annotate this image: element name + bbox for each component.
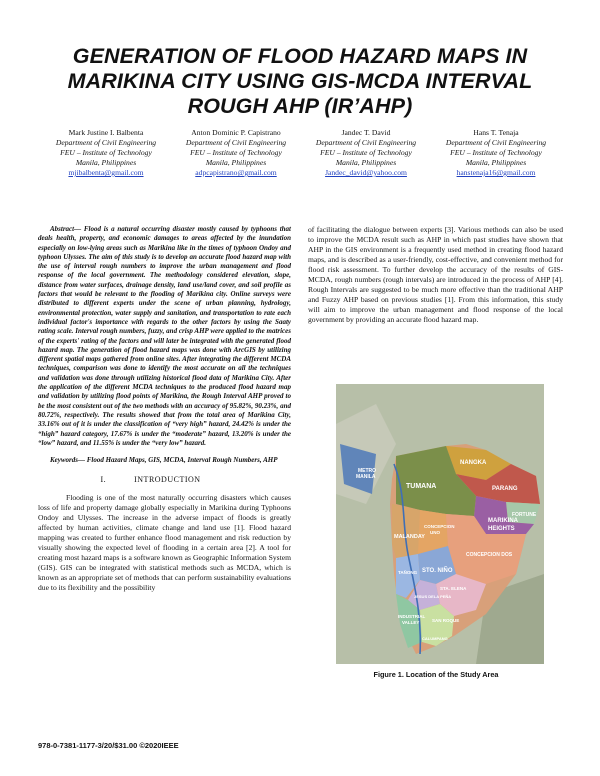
svg-text:TUMANA: TUMANA bbox=[406, 483, 437, 490]
author-block bbox=[42, 128, 560, 178]
author-institution: FEU – Institute of Technology bbox=[450, 148, 542, 157]
author-name: Jandec T. David bbox=[341, 128, 391, 137]
svg-text:STA. ELENA: STA. ELENA bbox=[440, 586, 467, 591]
figure-caption: Figure 1. Location of the Study Area bbox=[373, 670, 499, 679]
author-4 bbox=[432, 128, 560, 178]
svg-text:CONCEPCION: CONCEPCION bbox=[424, 524, 455, 529]
author-email-link[interactable]: mjibalbenta@gmail.com bbox=[68, 168, 144, 177]
svg-text:UNO: UNO bbox=[430, 530, 440, 535]
author-2 bbox=[172, 128, 300, 178]
svg-text:FORTUNE: FORTUNE bbox=[512, 512, 537, 518]
intro-paragraph: Flooding is one of the most naturally occurring disasters which causes loss of life and property damage globally especially in Marikina during Typhoons Ondoy and Ulysses. The increase in the adverse impact of floods is greatly affected by human activities, climate change and land use [1]. Flood hazard mapping was created to further enhance flood management and risk reduction by visually showing the expected level of flooding in a certain area [2]. A tool for creating most hazard maps is a software known as Geographic Information System (GIS). GIS can be integrated with statistical methods such as MCDA, which is known as an appropriate set of methods that can perform sustainability evaluations due to its flexibility and the possibility bbox=[38, 493, 291, 593]
abstract: Abstract— Flood is a natural occurring disaster mostly caused by typhoons that deals health, property, and economic damages to areas affected by the inundation especially on low-lying areas such as Marikina like in the times of typhoon Ondoy and typhoon Ulysses. The aim of this study is to develop an accurate flood hazard map with the use of interval rough numbers to improve the urban management and flood response of the local government. The methodology considered elevation, slope, distance from water surfaces, drainage density, land use/land cover, and soil profile as factors that would be relevant to the flooding of Marikina city. Online surveys were distributed to different experts under the scene of urban planning, hydrology, environmental protection, water supply and sanitation, and transportation to rate each individual factor's importance with regards to the other factors by using the Saaty rating scale. Interval rough numbers, fuzzy, and crisp AHP were applied to the matrices of the experts' rating of the factors and will later be integrated with the generated flood hazard map. The generation of flood hazard maps was done with ArcGIS by utilizing different spatial maps gathered from online sites. After integrating the different MCDA techniques, comparison was done to identify the most accurate on all the techniques and validation was done through utilizing historical flood data of Marikina City. After the application of the different MCDA techniques to the produced flood hazard map and validation by utilizing flood points of Marikina, the Rough Interval AHP proved to be the most consistent out of the two methods with an accuracy of 95.82%, 90.23%, and 80.72%, respectively. The results showed that from the total area of Marikina City, 33.16% out of it is under the classification of “very high” hazard, 24.42% is under the “high” hazard category, 17.67% is under the “moderate” hazard, 13.20% is under the “low” hazard, and 11.55% is under the “very low” hazard. bbox=[38, 225, 291, 447]
section-number: I. bbox=[100, 475, 107, 485]
author-institution: FEU – Institute of Technology bbox=[320, 148, 412, 157]
study-area-map bbox=[336, 384, 544, 664]
author-1 bbox=[42, 128, 170, 178]
author-name: Anton Dominic P. Capistrano bbox=[191, 128, 281, 137]
author-department: Department of Civil Engineering bbox=[445, 138, 547, 147]
author-location: Manila, Philippines bbox=[205, 158, 267, 167]
svg-text:SAN ROQUE: SAN ROQUE bbox=[432, 618, 460, 623]
svg-text:MALANDAY: MALANDAY bbox=[394, 534, 425, 540]
svg-text:HEIGHTS: HEIGHTS bbox=[488, 526, 515, 532]
author-location: Manila, Philippines bbox=[465, 158, 527, 167]
right-column bbox=[308, 225, 563, 325]
author-institution: FEU – Institute of Technology bbox=[60, 148, 152, 157]
svg-text:VALLEY: VALLEY bbox=[402, 620, 420, 625]
svg-text:JESUS DELA PEÑA: JESUS DELA PEÑA bbox=[414, 594, 452, 599]
author-department: Department of Civil Engineering bbox=[55, 138, 157, 147]
author-3 bbox=[302, 128, 430, 178]
svg-text:MANILA: MANILA bbox=[356, 474, 376, 480]
svg-text:TAÑONG: TAÑONG bbox=[398, 570, 418, 575]
author-name: Hans T. Tenaja bbox=[473, 128, 519, 137]
author-email-link[interactable]: hanstenaja16@gmail.com bbox=[456, 168, 536, 177]
author-institution: FEU – Institute of Technology bbox=[190, 148, 282, 157]
paper-title: GENERATION OF FLOOD HAZARD MAPS IN MARIKINA CITY USING GIS-MCDA INTERVAL ROUGH AHP (IR’AHP) bbox=[67, 44, 533, 118]
author-email-link[interactable]: Jandec_david@yahoo.com bbox=[325, 168, 407, 177]
svg-text:STO. NIÑO: STO. NIÑO bbox=[422, 568, 453, 574]
author-name: Mark Justine I. Balbenta bbox=[68, 128, 144, 137]
svg-text:PARANG: PARANG bbox=[492, 486, 518, 492]
author-department: Department of Civil Engineering bbox=[315, 138, 417, 147]
svg-text:MARIKINA: MARIKINA bbox=[488, 518, 518, 524]
author-email-link[interactable]: adpcapistrano@gmail.com bbox=[195, 168, 277, 177]
keywords: Keywords— Flood Hazard Maps, GIS, MCDA, Interval Rough Numbers, AHP bbox=[50, 456, 278, 465]
section-heading bbox=[38, 475, 291, 485]
left-column bbox=[38, 225, 291, 593]
svg-text:INDUSTRIAL: INDUSTRIAL bbox=[398, 614, 426, 619]
intro-paragraph-continued: of facilitating the dialogue between experts [3]. Various methods can also be used to improve the MCDA result such as AHP in which past studies have shown that AHP in the GIS environment is a frequently used method in creating flood hazard maps, and is described as a user-friendly, cost-effective, and convenient method for flood risk assessment. To further develop the accuracy of the results of GIS-MCDA, rough numbers (rough intervals) are introduced in the process of AHP [4]. Rough Intervals are suggested to be much more effective than the traditional AHP and Fuzzy AHP based on previous studies [1]. From this information, this study will aim to improve the urban management and flood response of the local government by providing an accurate flood hazard map. bbox=[308, 225, 563, 324]
svg-text:CONCEPCION DOS: CONCEPCION DOS bbox=[466, 552, 513, 558]
author-location: Manila, Philippines bbox=[75, 158, 137, 167]
copyright-footer: 978-0-7381-1177-3/20/$31.00 ©2020IEEE bbox=[38, 741, 179, 750]
svg-text:NANGKA: NANGKA bbox=[460, 460, 487, 466]
author-location: Manila, Philippines bbox=[335, 158, 397, 167]
author-department: Department of Civil Engineering bbox=[185, 138, 287, 147]
section-title: INTRODUCTION bbox=[134, 475, 201, 485]
svg-text:METRO: METRO bbox=[358, 468, 377, 474]
svg-text:CALUMPANG: CALUMPANG bbox=[422, 636, 448, 641]
